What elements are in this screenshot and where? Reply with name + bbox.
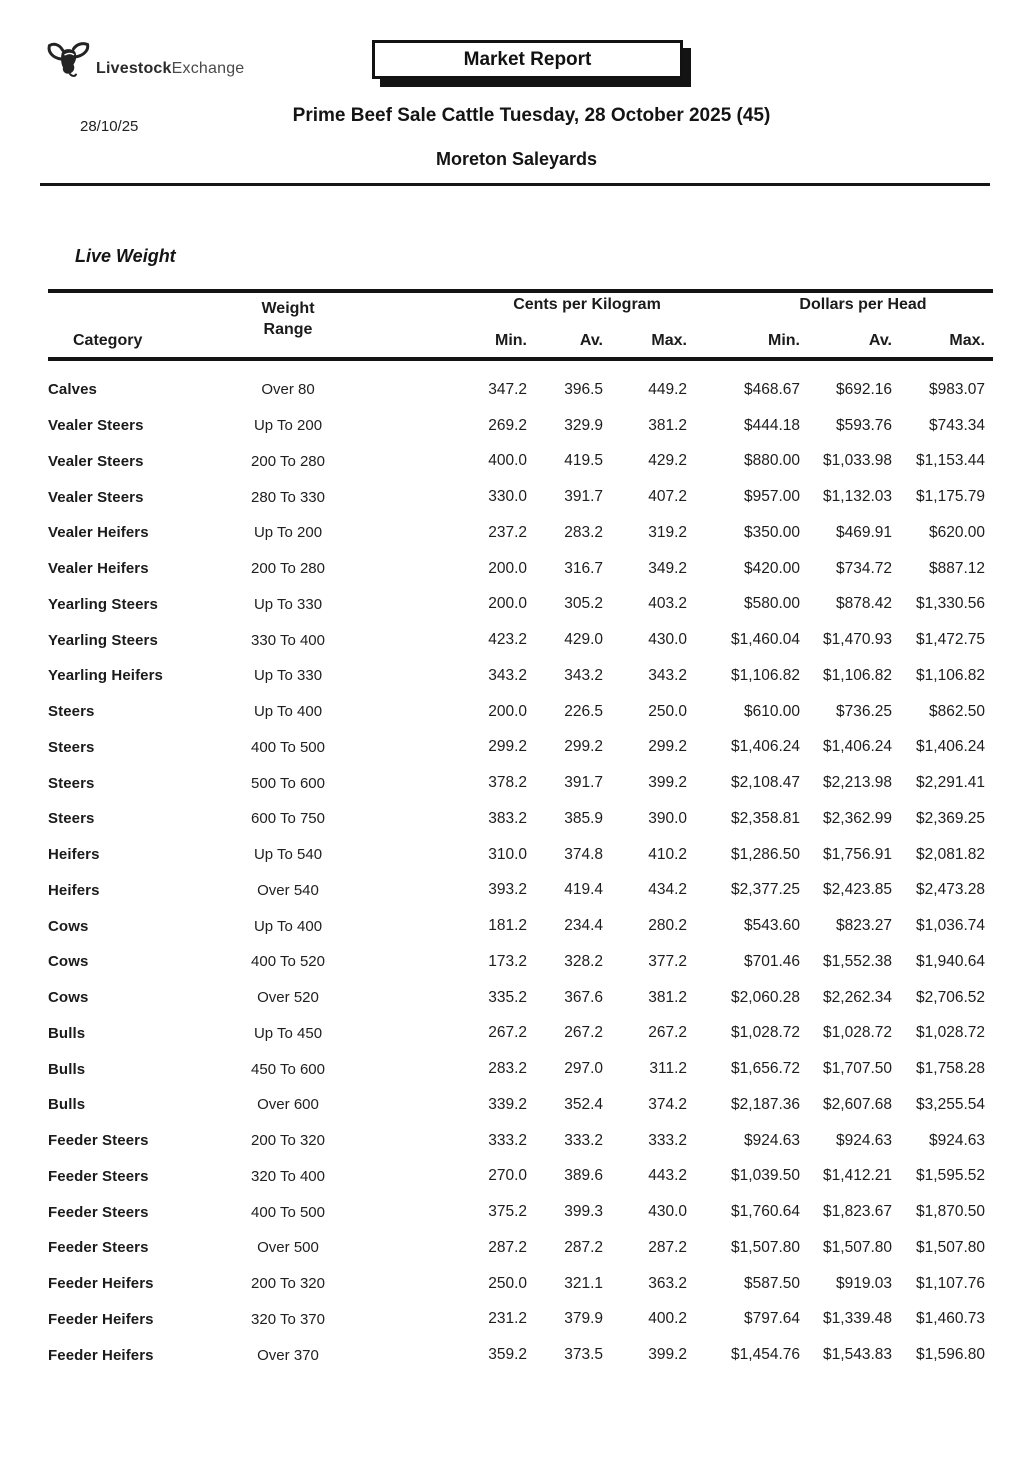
ckg-max-cell: 407.2 [648, 488, 687, 506]
ckg-min-cell: 343.2 [488, 666, 527, 684]
ckg-min-cell: 359.2 [488, 1346, 527, 1364]
ckg-min-cell: 383.2 [488, 809, 527, 827]
table-row [0, 837, 1033, 873]
ckg-av-cell: 389.6 [564, 1167, 603, 1185]
dph-min-cell: $580.00 [743, 595, 800, 613]
dph-av-cell: $736.25 [835, 702, 892, 720]
dph-max-cell: $1,330.56 [916, 595, 985, 613]
category-cell: Vealer Steers [48, 452, 144, 470]
dph-av-cell: $692.16 [835, 380, 892, 398]
ckg-min-cell: 173.2 [488, 952, 527, 970]
dph-av-cell: $734.72 [835, 559, 892, 577]
column-header-dph-av: Av. [868, 332, 892, 349]
table-row [0, 1016, 1033, 1052]
ckg-av-cell: 287.2 [564, 1238, 603, 1256]
ckg-min-cell: 299.2 [488, 738, 527, 756]
table-row [0, 479, 1033, 515]
table-row [0, 694, 1033, 730]
weight-range-cell: Over 520 [257, 989, 319, 1007]
weight-range-cell: Over 600 [257, 1096, 319, 1114]
column-header-dph-max: Max. [949, 332, 985, 349]
ckg-av-cell: 352.4 [564, 1095, 603, 1113]
ckg-max-cell: 430.0 [648, 1203, 687, 1221]
weight-range-cell: Up To 450 [253, 1024, 323, 1042]
dph-min-cell: $2,187.36 [731, 1095, 800, 1113]
dph-min-cell: $1,106.82 [731, 666, 800, 684]
ckg-min-cell: 200.0 [488, 559, 527, 577]
table-row [0, 587, 1033, 623]
category-cell: Feeder Heifers [48, 1346, 154, 1364]
dph-av-cell: $1,707.50 [823, 1060, 892, 1078]
weight-range-cell: 400 To 520 [251, 953, 325, 971]
ckg-av-cell: 374.8 [564, 845, 603, 863]
ckg-max-cell: 333.2 [648, 1131, 687, 1149]
ckg-av-cell: 429.0 [564, 631, 603, 649]
dph-max-cell: $1,460.73 [916, 1310, 985, 1328]
weight-range-cell: 400 To 500 [251, 1203, 325, 1221]
dph-max-cell: $1,153.44 [916, 452, 985, 470]
category-cell: Steers [48, 774, 95, 792]
ckg-av-cell: 267.2 [564, 1024, 603, 1042]
weight-range-cell: 280 To 330 [251, 488, 325, 506]
table-row [0, 551, 1033, 587]
ckg-av-cell: 391.7 [564, 488, 603, 506]
category-cell: Feeder Steers [48, 1203, 149, 1221]
dph-av-cell: $1,552.38 [823, 952, 892, 970]
category-cell: Heifers [48, 846, 100, 864]
table-row [0, 908, 1033, 944]
ckg-av-cell: 373.5 [564, 1346, 603, 1364]
ckg-min-cell: 270.0 [488, 1167, 527, 1185]
category-cell: Steers [48, 703, 95, 721]
ckg-av-cell: 316.7 [564, 559, 603, 577]
ckg-min-cell: 250.0 [488, 1274, 527, 1292]
ckg-min-cell: 378.2 [488, 774, 527, 792]
dph-max-cell: $1,758.28 [916, 1060, 985, 1078]
ckg-max-cell: 399.2 [648, 1346, 687, 1364]
dph-min-cell: $1,460.04 [731, 631, 800, 649]
category-cell: Yearling Heifers [48, 667, 163, 685]
dph-min-cell: $1,028.72 [731, 1024, 800, 1042]
dph-av-cell: $1,033.98 [823, 452, 892, 470]
dph-av-cell: $1,823.67 [823, 1203, 892, 1221]
dph-av-cell: $878.42 [835, 595, 892, 613]
dph-min-cell: $543.60 [743, 917, 800, 935]
weight-range-line2: Range [263, 321, 313, 338]
ckg-max-cell: 377.2 [648, 952, 687, 970]
dph-max-cell: $3,255.54 [916, 1095, 985, 1113]
category-cell: Feeder Steers [48, 1239, 149, 1257]
dph-max-cell: $924.63 [928, 1131, 985, 1149]
ckg-max-cell: 430.0 [648, 631, 687, 649]
table-row [0, 1337, 1033, 1373]
dph-max-cell: $2,473.28 [916, 881, 985, 899]
weight-range-cell: Up To 400 [253, 917, 323, 935]
ckg-av-cell: 367.6 [564, 988, 603, 1006]
category-cell: Heifers [48, 881, 100, 899]
ckg-min-cell: 269.2 [488, 416, 527, 434]
category-cell: Vealer Steers [48, 417, 144, 435]
weight-range-line1: Weight [261, 300, 315, 317]
dph-max-cell: $1,028.72 [916, 1024, 985, 1042]
dph-max-cell: $1,107.76 [916, 1274, 985, 1292]
dph-av-cell: $1,543.83 [823, 1346, 892, 1364]
ckg-av-cell: 328.2 [564, 952, 603, 970]
ckg-max-cell: 319.2 [648, 523, 687, 541]
ckg-max-cell: 434.2 [648, 881, 687, 899]
table-row [0, 1159, 1033, 1195]
ckg-av-cell: 333.2 [564, 1131, 603, 1149]
weight-range-cell: 330 To 400 [251, 631, 325, 649]
table-row [0, 1123, 1033, 1159]
table-header [0, 293, 1033, 357]
table-row [0, 444, 1033, 480]
table-row [0, 658, 1033, 694]
weight-range-cell: 500 To 600 [251, 774, 325, 792]
category-cell: Bulls [48, 1024, 86, 1042]
table-row [0, 1230, 1033, 1266]
ckg-max-cell: 287.2 [648, 1238, 687, 1256]
dph-av-cell: $1,028.72 [823, 1024, 892, 1042]
dph-min-cell: $468.67 [743, 380, 800, 398]
ckg-max-cell: 403.2 [648, 595, 687, 613]
dph-min-cell: $350.00 [743, 523, 800, 541]
weight-range-cell: Over 80 [261, 381, 315, 399]
ckg-av-cell: 396.5 [564, 380, 603, 398]
table-row [0, 765, 1033, 801]
dph-av-cell: $2,362.99 [823, 809, 892, 827]
dph-max-cell: $1,870.50 [916, 1203, 985, 1221]
category-cell: Yearling Steers [48, 595, 158, 613]
ckg-av-cell: 283.2 [564, 523, 603, 541]
ckg-max-cell: 363.2 [648, 1274, 687, 1292]
dph-max-cell: $620.00 [928, 523, 985, 541]
table-row [0, 408, 1033, 444]
ckg-max-cell: 429.2 [648, 452, 687, 470]
saleyard-name: Moreton Saleyards [435, 149, 598, 169]
ckg-max-cell: 410.2 [648, 845, 687, 863]
table-row [0, 1087, 1033, 1123]
dph-max-cell: $1,106.82 [916, 666, 985, 684]
weight-range-cell: 200 To 280 [251, 560, 325, 578]
market-report-label: Market Report [463, 48, 592, 70]
category-cell: Steers [48, 810, 95, 828]
weight-range-cell: Over 540 [257, 881, 319, 899]
ckg-max-cell: 443.2 [648, 1167, 687, 1185]
ckg-av-cell: 329.9 [564, 416, 603, 434]
dph-max-cell: $743.34 [928, 416, 985, 434]
market-report-box [372, 40, 683, 79]
table-row [0, 944, 1033, 980]
dph-min-cell: $1,286.50 [731, 845, 800, 863]
ckg-av-cell: 399.3 [564, 1203, 603, 1221]
category-cell: Feeder Steers [48, 1167, 149, 1185]
dph-av-cell: $2,262.34 [823, 988, 892, 1006]
category-cell: Steers [48, 738, 95, 756]
category-cell: Vealer Heifers [48, 560, 149, 578]
dph-av-cell: $1,339.48 [823, 1310, 892, 1328]
ckg-av-cell: 379.9 [564, 1310, 603, 1328]
logo-word-livestock: Livestock [96, 60, 172, 77]
dph-max-cell: $2,369.25 [916, 809, 985, 827]
ckg-min-cell: 335.2 [488, 988, 527, 1006]
column-header-category: Category [73, 332, 143, 349]
ckg-min-cell: 339.2 [488, 1095, 527, 1113]
column-header-ckg-min: Min. [495, 332, 527, 349]
ckg-max-cell: 381.2 [648, 988, 687, 1006]
dph-min-cell: $2,060.28 [731, 988, 800, 1006]
dph-min-cell: $587.50 [743, 1274, 800, 1292]
table-row [0, 873, 1033, 909]
ckg-min-cell: 310.0 [488, 845, 527, 863]
ckg-av-cell: 343.2 [564, 666, 603, 684]
table-row [0, 1194, 1033, 1230]
weight-range-cell: Up To 400 [253, 703, 323, 721]
dph-max-cell: $1,036.74 [916, 917, 985, 935]
ckg-max-cell: 250.0 [648, 702, 687, 720]
weight-range-cell: Over 370 [257, 1346, 319, 1364]
dph-min-cell: $701.46 [743, 952, 800, 970]
category-cell: Feeder Heifers [48, 1275, 154, 1293]
weight-range-cell: Up To 540 [253, 846, 323, 864]
dph-min-cell: $880.00 [743, 452, 800, 470]
dph-min-cell: $444.18 [743, 416, 800, 434]
ckg-max-cell: 349.2 [648, 559, 687, 577]
dph-max-cell: $1,472.75 [916, 631, 985, 649]
dph-max-cell: $2,706.52 [916, 988, 985, 1006]
weight-range-cell: Up To 330 [253, 667, 323, 685]
dph-min-cell: $1,507.80 [731, 1238, 800, 1256]
weight-range-cell: Up To 200 [253, 417, 323, 435]
category-cell: Cows [48, 989, 89, 1007]
ckg-av-cell: 234.4 [564, 917, 603, 935]
ckg-av-cell: 299.2 [564, 738, 603, 756]
dph-av-cell: $823.27 [835, 917, 892, 935]
ckg-max-cell: 311.2 [649, 1060, 687, 1078]
ckg-max-cell: 449.2 [648, 380, 687, 398]
dph-av-cell: $1,132.03 [823, 488, 892, 506]
weight-range-cell: 450 To 600 [251, 1060, 325, 1078]
dph-min-cell: $1,454.76 [731, 1346, 800, 1364]
group-header-dollars-per-head: Dollars per Head [799, 296, 927, 313]
dph-max-cell: $2,291.41 [916, 774, 985, 792]
table-body [0, 361, 1033, 1373]
dph-av-cell: $2,607.68 [823, 1095, 892, 1113]
category-cell: Bulls [48, 1096, 86, 1114]
live-weight-heading: Live Weight [75, 246, 176, 266]
dph-av-cell: $2,213.98 [823, 774, 892, 792]
logo-word-exchange: Exchange [171, 60, 245, 77]
ckg-min-cell: 231.2 [488, 1310, 527, 1328]
column-header-dph-min: Min. [768, 332, 800, 349]
column-header-weight-range [213, 298, 363, 340]
dph-av-cell: $1,406.24 [823, 738, 892, 756]
table-row [0, 980, 1033, 1016]
dph-max-cell: $2,081.82 [916, 845, 985, 863]
ckg-max-cell: 399.2 [648, 774, 687, 792]
ckg-av-cell: 419.5 [564, 452, 603, 470]
dph-av-cell: $924.63 [835, 1131, 892, 1149]
ckg-av-cell: 226.5 [564, 702, 603, 720]
category-cell: Yearling Steers [48, 631, 158, 649]
column-header-ckg-av: Av. [579, 332, 603, 349]
dph-min-cell: $2,108.47 [731, 774, 800, 792]
logo-wordmark [96, 46, 244, 78]
dph-max-cell: $1,175.79 [916, 488, 985, 506]
ckg-min-cell: 283.2 [488, 1060, 527, 1078]
dph-av-cell: $1,756.91 [823, 845, 892, 863]
table-row [0, 622, 1033, 658]
dph-av-cell: $1,470.93 [823, 631, 892, 649]
dph-av-cell: $2,423.85 [823, 881, 892, 899]
dph-max-cell: $862.50 [928, 702, 985, 720]
dph-min-cell: $610.00 [743, 702, 800, 720]
ckg-max-cell: 381.2 [648, 416, 687, 434]
dph-min-cell: $1,760.64 [731, 1203, 800, 1221]
ckg-min-cell: 393.2 [488, 881, 527, 899]
dph-av-cell: $469.91 [835, 523, 892, 541]
price-table [0, 289, 1033, 1373]
ckg-min-cell: 375.2 [488, 1203, 527, 1221]
table-row [0, 1266, 1033, 1302]
dph-max-cell: $1,406.24 [916, 738, 985, 756]
category-cell: Cows [48, 917, 89, 935]
report-date: 28/10/25 [80, 118, 139, 135]
ckg-av-cell: 321.1 [564, 1274, 603, 1292]
ckg-min-cell: 200.0 [488, 595, 527, 613]
ckg-min-cell: 181.2 [488, 917, 527, 935]
table-row [0, 801, 1033, 837]
ckg-min-cell: 400.0 [488, 452, 527, 470]
dph-max-cell: $1,940.64 [916, 952, 985, 970]
dph-av-cell: $593.76 [835, 416, 892, 434]
weight-range-cell: 200 To 280 [251, 452, 325, 470]
dph-max-cell: $887.12 [928, 559, 985, 577]
category-cell: Vealer Heifers [48, 524, 149, 542]
dph-min-cell: $1,406.24 [731, 738, 800, 756]
ckg-max-cell: 343.2 [648, 666, 687, 684]
ckg-max-cell: 267.2 [648, 1024, 687, 1042]
category-cell: Bulls [48, 1060, 86, 1078]
ckg-min-cell: 287.2 [488, 1238, 527, 1256]
weight-range-cell: 320 To 400 [251, 1167, 325, 1185]
minmax-header-row [363, 332, 985, 350]
table-row [0, 1051, 1033, 1087]
dph-min-cell: $2,358.81 [731, 809, 800, 827]
livestock-exchange-logo [46, 42, 244, 82]
ckg-min-cell: 200.0 [488, 702, 527, 720]
dph-min-cell: $797.64 [743, 1310, 800, 1328]
ckg-max-cell: 299.2 [648, 738, 687, 756]
report-title: Prime Beef Sale Cattle Tuesday, 28 October 2025 (45) [292, 105, 771, 126]
category-cell: Cows [48, 953, 89, 971]
dph-max-cell: $1,596.80 [916, 1346, 985, 1364]
dph-min-cell: $1,039.50 [731, 1167, 800, 1185]
dph-av-cell: $1,106.82 [823, 666, 892, 684]
header-divider [40, 183, 990, 186]
weight-range-cell: Over 500 [257, 1239, 319, 1257]
group-header-cents-per-kilogram: Cents per Kilogram [513, 296, 661, 313]
weight-range-cell: 400 To 500 [251, 738, 325, 756]
dph-min-cell: $420.00 [743, 559, 800, 577]
ckg-av-cell: 297.0 [564, 1060, 603, 1078]
category-cell: Vealer Steers [48, 488, 144, 506]
category-cell: Feeder Steers [48, 1132, 149, 1150]
ckg-av-cell: 305.2 [564, 595, 603, 613]
weight-range-cell: Up To 200 [253, 524, 323, 542]
ckg-min-cell: 347.2 [488, 380, 527, 398]
weight-range-cell: 200 To 320 [251, 1132, 325, 1150]
dph-min-cell: $2,377.25 [731, 881, 800, 899]
dph-av-cell: $1,507.80 [823, 1238, 892, 1256]
dph-min-cell: $1,656.72 [731, 1060, 800, 1078]
dph-max-cell: $983.07 [928, 380, 985, 398]
dph-max-cell: $1,595.52 [916, 1167, 985, 1185]
ckg-max-cell: 280.2 [648, 917, 687, 935]
dph-av-cell: $919.03 [835, 1274, 892, 1292]
ckg-min-cell: 423.2 [488, 631, 527, 649]
category-cell: Calves [48, 381, 97, 399]
table-row [0, 372, 1033, 408]
bull-icon [46, 42, 92, 82]
dph-min-cell: $924.63 [743, 1131, 800, 1149]
dph-min-cell: $957.00 [743, 488, 800, 506]
column-header-ckg-max: Max. [651, 332, 687, 349]
ckg-min-cell: 330.0 [488, 488, 527, 506]
weight-range-cell: Up To 330 [253, 595, 323, 613]
dph-av-cell: $1,412.21 [823, 1167, 892, 1185]
ckg-max-cell: 374.2 [648, 1095, 687, 1113]
ckg-av-cell: 391.7 [564, 774, 603, 792]
ckg-min-cell: 237.2 [488, 523, 527, 541]
weight-range-cell: 320 To 370 [251, 1310, 325, 1328]
dph-max-cell: $1,507.80 [916, 1238, 985, 1256]
ckg-min-cell: 267.2 [488, 1024, 527, 1042]
category-cell: Feeder Heifers [48, 1310, 154, 1328]
table-row [0, 1302, 1033, 1338]
ckg-max-cell: 400.2 [648, 1310, 687, 1328]
table-row [0, 730, 1033, 766]
ckg-min-cell: 333.2 [488, 1131, 527, 1149]
weight-range-cell: 600 To 750 [251, 810, 325, 828]
ckg-av-cell: 419.4 [564, 881, 603, 899]
table-row [0, 515, 1033, 551]
ckg-av-cell: 385.9 [564, 809, 603, 827]
ckg-max-cell: 390.0 [648, 809, 687, 827]
weight-range-cell: 200 To 320 [251, 1275, 325, 1293]
